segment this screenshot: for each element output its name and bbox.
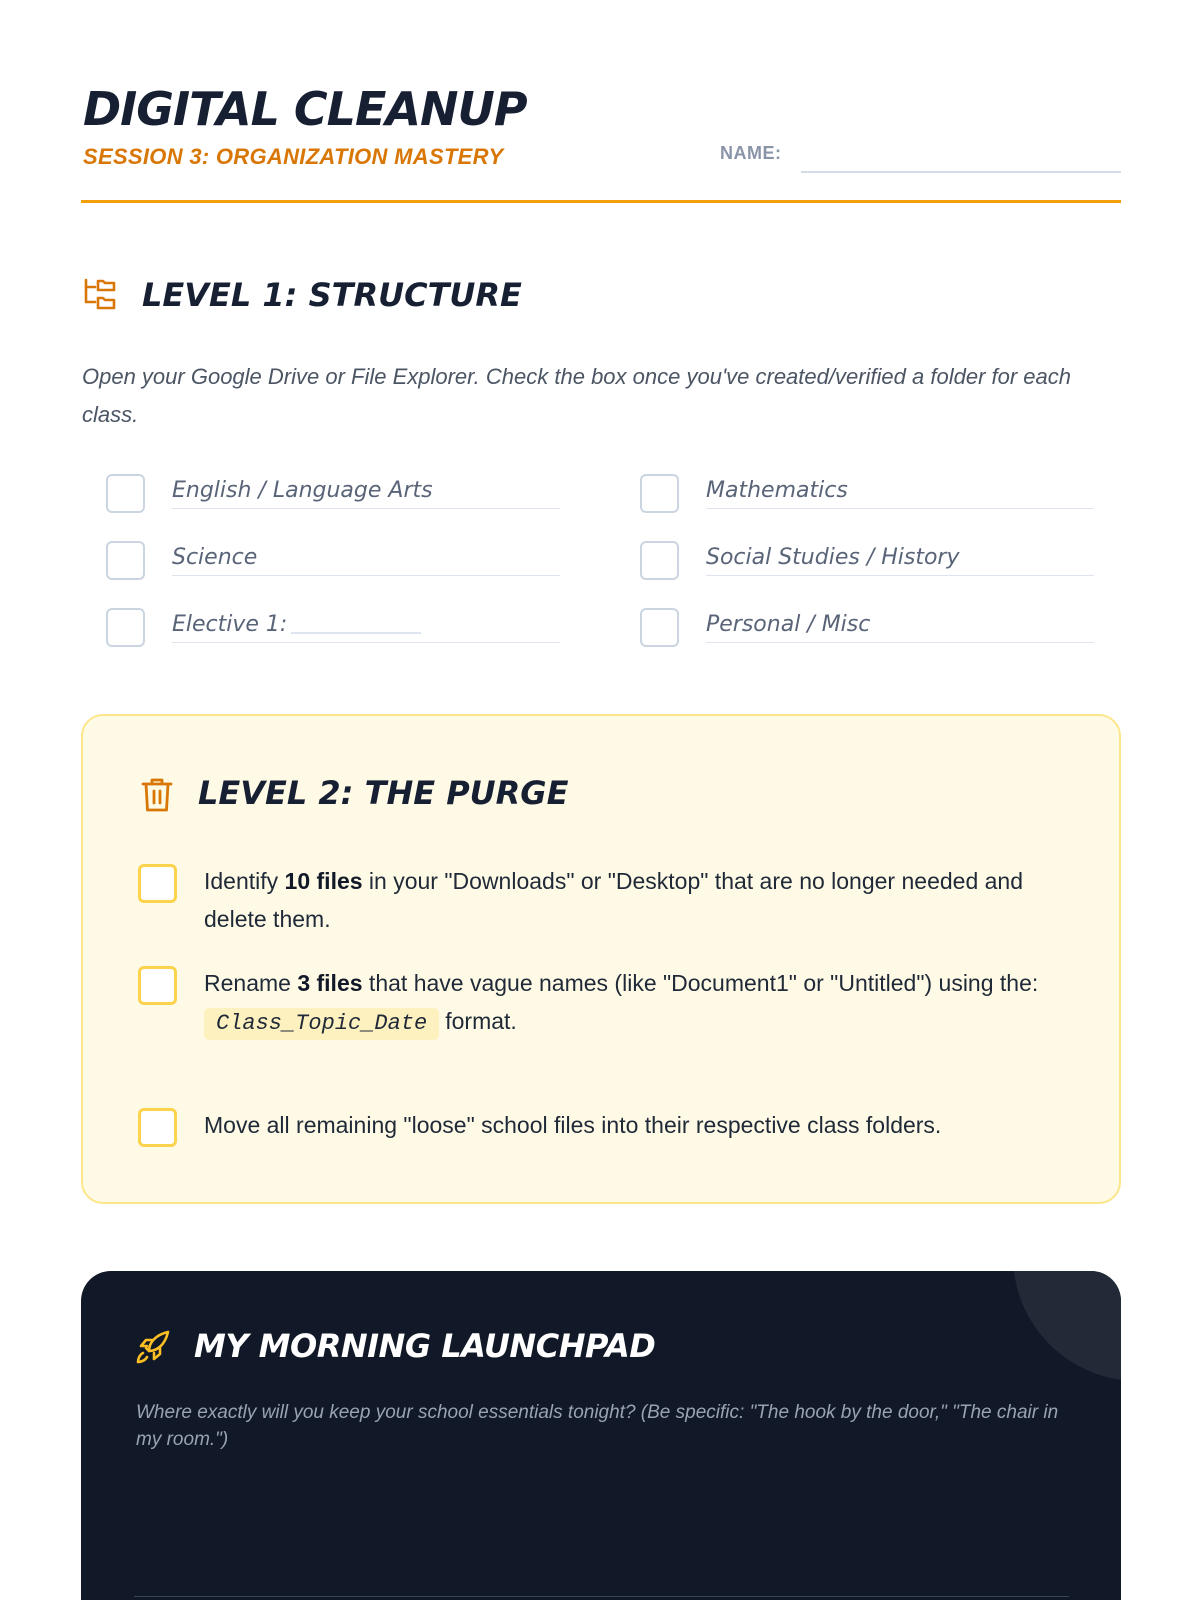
class-line <box>706 642 1094 643</box>
class-label-science: Science <box>172 545 258 570</box>
worksheet-title: DIGITAL CLEANUP <box>83 82 527 136</box>
task-rename-files <box>204 964 1064 1040</box>
task-checkbox-delete[interactable] <box>138 864 177 903</box>
checkbox-science[interactable] <box>106 541 145 580</box>
class-item-elective <box>172 612 421 637</box>
task-checkbox-move[interactable] <box>138 1108 177 1147</box>
task-delete-files <box>204 862 1064 938</box>
task-emphasis: 3 files <box>297 970 363 996</box>
trash-icon <box>140 776 174 814</box>
class-line <box>172 575 560 576</box>
checkbox-elective[interactable] <box>106 608 145 647</box>
checkbox-personal[interactable] <box>640 608 679 647</box>
class-line <box>172 642 560 643</box>
worksheet-page <box>81 0 1121 1600</box>
class-line <box>706 508 1094 509</box>
checkbox-social-studies[interactable] <box>640 541 679 580</box>
launchpad-title: MY MORNING LAUNCHPAD <box>194 1327 656 1365</box>
launchpad-panel <box>81 1271 1121 1600</box>
level1-title: LEVEL 1: STRUCTURE <box>142 276 522 314</box>
folder-tree-icon <box>83 277 117 311</box>
rocket-icon <box>135 1329 171 1365</box>
task-text: format. <box>445 1008 517 1034</box>
task-text: Rename <box>204 970 298 996</box>
naming-format-code: Class_Topic_Date <box>204 1008 439 1040</box>
task-move-files: Move all remaining "loose" school files into their respective class folders. <box>204 1112 942 1138</box>
launchpad-answer-line[interactable] <box>134 1596 1069 1597</box>
class-label-social-studies: Social Studies / History <box>706 545 960 570</box>
task-emphasis: 10 files <box>284 868 363 894</box>
header-divider <box>81 200 1121 203</box>
class-label-english: English / Language Arts <box>172 478 433 503</box>
elective-blank-field[interactable] <box>291 632 421 634</box>
task-checkbox-rename[interactable] <box>138 966 177 1005</box>
task-text: in your "Downloads" or "Desktop" that are no longer needed and delete them. <box>204 868 1023 932</box>
name-label: NAME: <box>720 143 782 163</box>
class-label-elective: Elective 1: <box>172 612 288 637</box>
launchpad-prompt: Where exactly will you keep your school essentials tonight? (Be specific: "The hook by the door," "The chair in my room.") <box>136 1402 1059 1450</box>
task-text: that have vague names (like "Document1" or "Untitled") using the: <box>362 970 1039 996</box>
checkbox-mathematics[interactable] <box>640 474 679 513</box>
class-line <box>706 575 1094 576</box>
level2-panel <box>81 714 1121 1204</box>
checkbox-english[interactable] <box>106 474 145 513</box>
decorative-circle <box>1013 1271 1121 1381</box>
class-line <box>172 508 560 509</box>
task-text: Identify <box>204 868 285 894</box>
class-label-personal: Personal / Misc <box>706 612 871 637</box>
level2-title: LEVEL 2: THE PURGE <box>198 774 569 812</box>
name-field[interactable] <box>801 171 1121 173</box>
session-subtitle: SESSION 3: ORGANIZATION MASTERY <box>83 144 504 169</box>
level1-instructions: Open your Google Drive or File Explorer. Check the box once you've created/verified a folder for each class. <box>82 364 1072 427</box>
class-label-mathematics: Mathematics <box>706 478 848 503</box>
